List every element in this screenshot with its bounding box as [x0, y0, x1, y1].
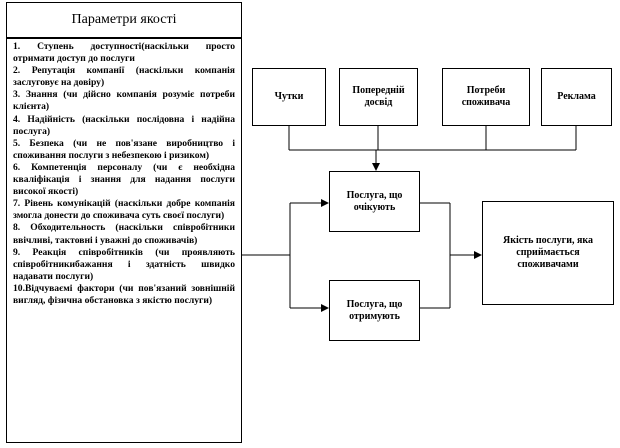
- param-item-1: 1. Ступень доступності(наскільки просто отримати доступ до послуги: [13, 41, 235, 65]
- factor-ads-box: [541, 68, 612, 126]
- params-title: Параметри якості: [71, 12, 177, 27]
- service-received-box: [329, 280, 420, 341]
- params-title-box: [6, 2, 242, 38]
- param-item-3: 3. Знання (чи дійсно компанія розуміє потреби клієнта): [13, 89, 235, 113]
- service-expected: Послуга, що очікують: [346, 189, 403, 213]
- service-received: Послуга, що отримують: [346, 298, 403, 322]
- quality-box: [482, 201, 614, 305]
- factor-needs-box: [442, 68, 530, 126]
- params-list-box: [6, 38, 242, 443]
- factor-rumors-box: [252, 68, 326, 126]
- param-item-2: 2. Репутація компанії (наскільки компанія заслуговує на довіру): [13, 65, 235, 89]
- factor-ads: Реклама: [557, 91, 596, 102]
- quality-perceived: Якість послуги, яка сприймається споживачами: [502, 235, 594, 270]
- factor-experience-box: [339, 68, 418, 126]
- service-expected-box: [329, 171, 420, 232]
- factor-needs: Потреби споживача: [461, 85, 511, 108]
- param-item-10: 10.Відчуваємі фактори (чи пов'язаний зовнішній вигляд, фізична обстановка з якістю послуги): [13, 282, 235, 306]
- param-item-4: 4. Надійність (наскільки послідовна і надійна послуга): [13, 113, 235, 137]
- param-item-7: 7. Рівень комунікацій (наскільки добре компанія змогла донести до споживача суть своєї послуги): [13, 198, 235, 222]
- factor-rumors: Чутки: [274, 91, 304, 102]
- param-item-5: 5. Безпека (чи не пов'язане виробництво і споживання послуги з небезпекою і ризиком): [13, 137, 235, 161]
- param-item-9: 9. Реакція співробітників (чи проявляють співробітникибажання і здатність швидко надавати послуги): [13, 246, 235, 282]
- param-item-6: 6. Компетенція персоналу (чи є необхідна кваліфікація і знання для надання послуги високої якості): [13, 161, 235, 198]
- factor-experience: Попередній досвід: [352, 85, 405, 108]
- param-item-8: 8. Обходительность (наскільки співробітники ввічливі, тактовні і уважні до споживачів): [13, 222, 235, 246]
